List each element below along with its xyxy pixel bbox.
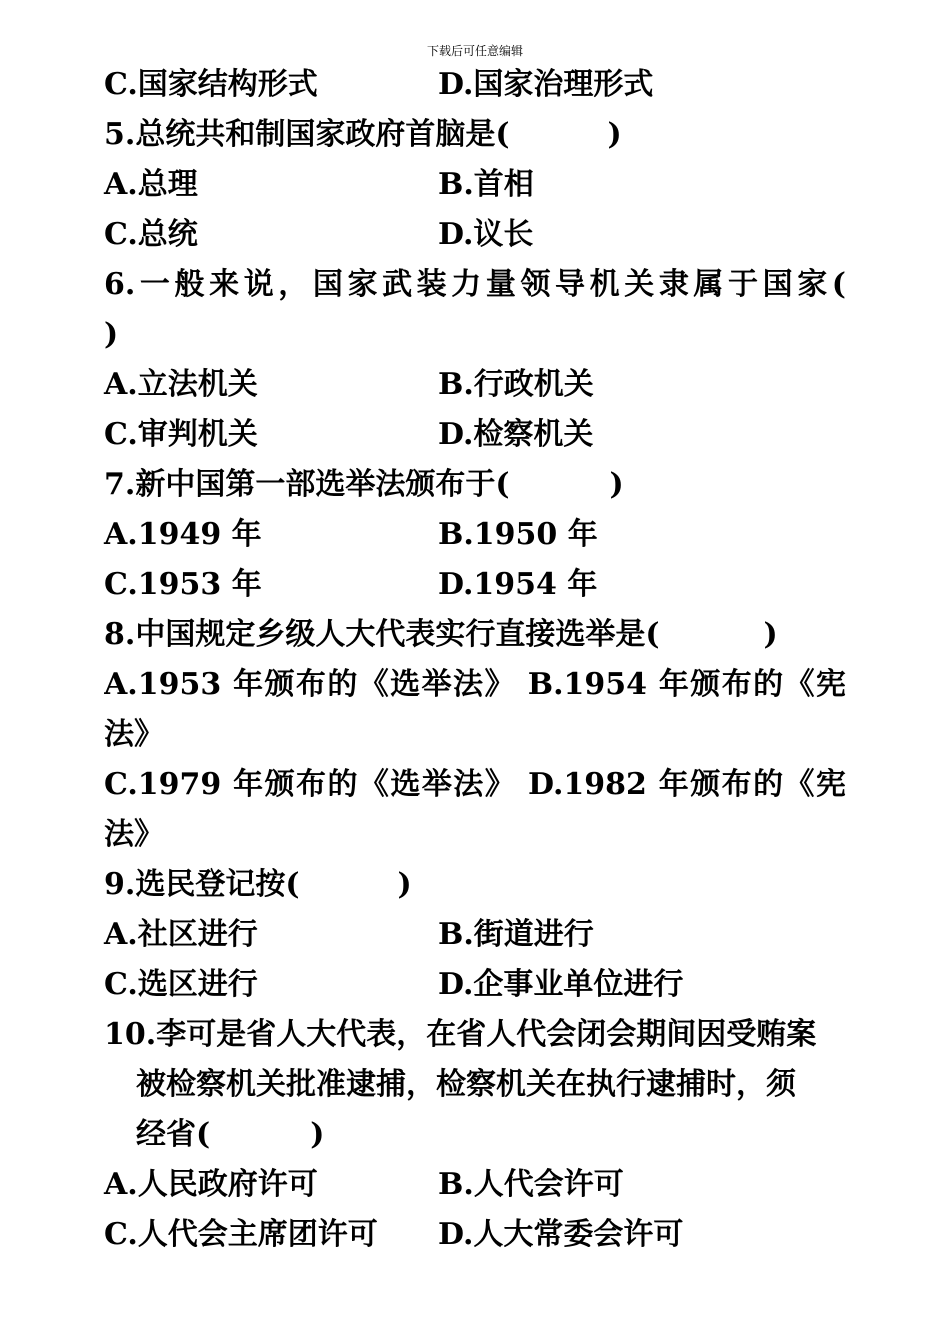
q9-stem: [104, 860, 846, 910]
q9-option-c: C.选区进行: [104, 967, 258, 1002]
q10-option-d: D.人大常委会许可: [438, 1217, 684, 1252]
q8-options-cd-cont: 法》: [104, 817, 164, 852]
q9-close-paren: ): [397, 867, 412, 902]
q7-stem-text: 7.新中国第一部选举法颁布于(: [104, 467, 510, 502]
q6-option-a: A.立法机关: [104, 367, 258, 402]
q6-options-cd: [104, 410, 846, 460]
q6-options-ab: [104, 360, 846, 410]
q9-option-d: D.企事业单位进行: [438, 967, 684, 1002]
q10-option-c: C.人代会主席团许可: [104, 1217, 378, 1252]
q8-stem-text: 8.中国规定乡级人大代表实行直接选举是(: [104, 617, 660, 652]
q5-options-ab: [104, 160, 846, 210]
q10-stem-line2: 被检察机关批准逮捕，检察机关在执行逮捕时，须: [136, 1067, 796, 1102]
q8-close-paren: ): [763, 617, 778, 652]
q4-option-d: D.国家治理形式: [438, 67, 654, 102]
q8-options-ab-cont: 法》: [104, 717, 164, 752]
q9-option-b: B.街道进行: [438, 917, 594, 952]
q7-option-d: D.1954 年: [438, 567, 598, 602]
q5-option-b: B.首相: [438, 167, 534, 202]
q7-option-a: A.1949 年: [104, 517, 262, 552]
q7-options-ab: [104, 510, 846, 560]
q5-close-paren: ): [607, 117, 622, 152]
q10-close-paren: ): [310, 1117, 325, 1152]
q9-options-cd: [104, 960, 846, 1010]
q10-stem-text: 经省(: [136, 1117, 211, 1152]
q9-options-ab: [104, 910, 846, 960]
question-content: [104, 60, 846, 1260]
q9-option-a: A.社区进行: [104, 917, 258, 952]
q4-option-c: C.国家结构形式: [104, 67, 318, 102]
q10-stem-line1: 10.李可是省人大代表，在省人代会闭会期间因受贿案: [104, 1017, 817, 1052]
q10-option-b: B.人代会许可: [438, 1167, 624, 1202]
q5-options-cd: [104, 210, 846, 260]
q6-stem: 6.一般来说，国家武装力量领导机关隶属于国家(: [104, 267, 846, 302]
q6-close-paren: ): [104, 317, 119, 352]
q7-close-paren: ): [609, 467, 624, 502]
q7-stem: [104, 460, 846, 510]
q10-stem-line3: [104, 1110, 846, 1160]
q7-option-c: C.1953 年: [104, 567, 262, 602]
q10-options-cd: [104, 1210, 846, 1260]
q4-options-cd: [104, 60, 846, 110]
q7-options-cd: [104, 560, 846, 610]
q8-options-ab: A.1953 年颁布的《选举法》 B.1954 年颁布的《宪: [104, 667, 846, 702]
page-header: 下载后可任意编辑: [426, 44, 523, 58]
q6-option-c: C.审判机关: [104, 417, 258, 452]
q10-options-ab: [104, 1160, 846, 1210]
q6-option-d: D.检察机关: [438, 417, 594, 452]
q6-option-b: B.行政机关: [438, 367, 594, 402]
q5-option-d: D.议长: [438, 217, 534, 252]
q5-stem-text: 5.总统共和制国家政府首脑是(: [104, 117, 510, 152]
q7-option-b: B.1950 年: [438, 517, 598, 552]
q5-stem: [104, 110, 846, 160]
q8-options-cd: C.1979 年颁布的《选举法》 D.1982 年颁布的《宪: [104, 767, 846, 802]
q10-option-a: A.人民政府许可: [104, 1167, 318, 1202]
q9-stem-text: 9.选民登记按(: [104, 867, 300, 902]
q5-option-a: A.总理: [104, 167, 198, 202]
q8-stem: [104, 610, 846, 660]
q5-option-c: C.总统: [104, 217, 198, 252]
